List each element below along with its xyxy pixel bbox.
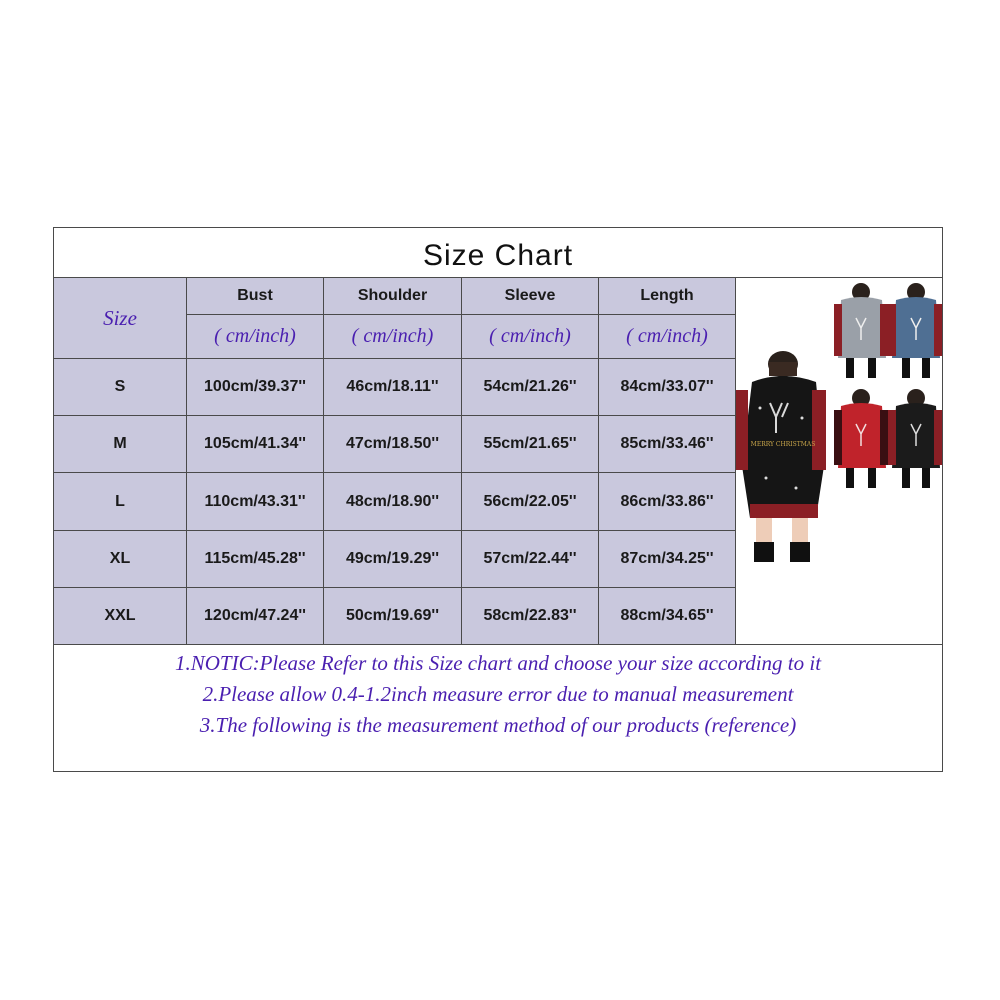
- size-chart: [53, 227, 943, 772]
- cell-bust: 120cm/47.24'': [187, 588, 324, 645]
- cell-bust: 100cm/39.37'': [187, 359, 324, 416]
- unit-label-shoulder: ( cm/inch): [324, 315, 462, 359]
- unit-label-length: ( cm/inch): [599, 315, 736, 359]
- cell-shoulder: 50cm/19.69'': [324, 588, 462, 645]
- note-1: 1.NOTIC:Please Refer to this Size chart and choose your size according to it: [174, 651, 822, 675]
- cell-shoulder: 47cm/18.50'': [324, 416, 462, 473]
- model-photo-red: [834, 389, 888, 488]
- column-header-shoulder: Shoulder: [324, 278, 462, 315]
- column-header-sleeve: Sleeve: [462, 278, 599, 315]
- product-photo-area: [736, 278, 942, 645]
- cell-bust: 105cm/41.34'': [187, 416, 324, 473]
- row-size-l: L: [54, 473, 187, 531]
- unit-label-sleeve: ( cm/inch): [462, 315, 599, 359]
- cell-length: 84cm/33.07'': [599, 359, 736, 416]
- merry-christmas-text: MERRY CHRISTMAS: [750, 441, 816, 448]
- cell-length: 88cm/34.65'': [599, 588, 736, 645]
- unit-label-bust: ( cm/inch): [187, 315, 324, 359]
- product-photos: [736, 278, 942, 644]
- row-size-xxl: XXL: [54, 588, 187, 645]
- row-size-m: M: [54, 416, 187, 473]
- notes: [54, 645, 942, 741]
- cell-sleeve: 54cm/21.26'': [462, 359, 599, 416]
- column-header-bust: Bust: [187, 278, 324, 315]
- row-size-s: S: [54, 359, 187, 416]
- model-photo-black-large: [736, 351, 826, 562]
- chart-title: Size Chart: [54, 228, 942, 278]
- cell-bust: 115cm/45.28'': [187, 531, 324, 588]
- size-header: Size: [54, 278, 187, 359]
- row-size-xl: XL: [54, 531, 187, 588]
- cell-sleeve: 55cm/21.65'': [462, 416, 599, 473]
- cell-shoulder: 49cm/19.29'': [324, 531, 462, 588]
- cell-shoulder: 48cm/18.90'': [324, 473, 462, 531]
- cell-bust: 110cm/43.31'': [187, 473, 324, 531]
- cell-length: 86cm/33.86'': [599, 473, 736, 531]
- cell-shoulder: 46cm/18.11'': [324, 359, 462, 416]
- model-photo-grey: [834, 283, 888, 378]
- cell-sleeve: 56cm/22.05'': [462, 473, 599, 531]
- model-photo-blue: [888, 283, 942, 378]
- model-photo-black-small: [888, 389, 942, 488]
- cell-sleeve: 58cm/22.83'': [462, 588, 599, 645]
- cell-length: 87cm/34.25'': [599, 531, 736, 588]
- note-3: 3.The following is the measurement method of our products (reference): [199, 713, 797, 737]
- note-2: 2.Please allow 0.4-1.2inch measure error due to manual measurement: [202, 682, 794, 706]
- cell-length: 85cm/33.46'': [599, 416, 736, 473]
- cell-sleeve: 57cm/22.44'': [462, 531, 599, 588]
- column-header-length: Length: [599, 278, 736, 315]
